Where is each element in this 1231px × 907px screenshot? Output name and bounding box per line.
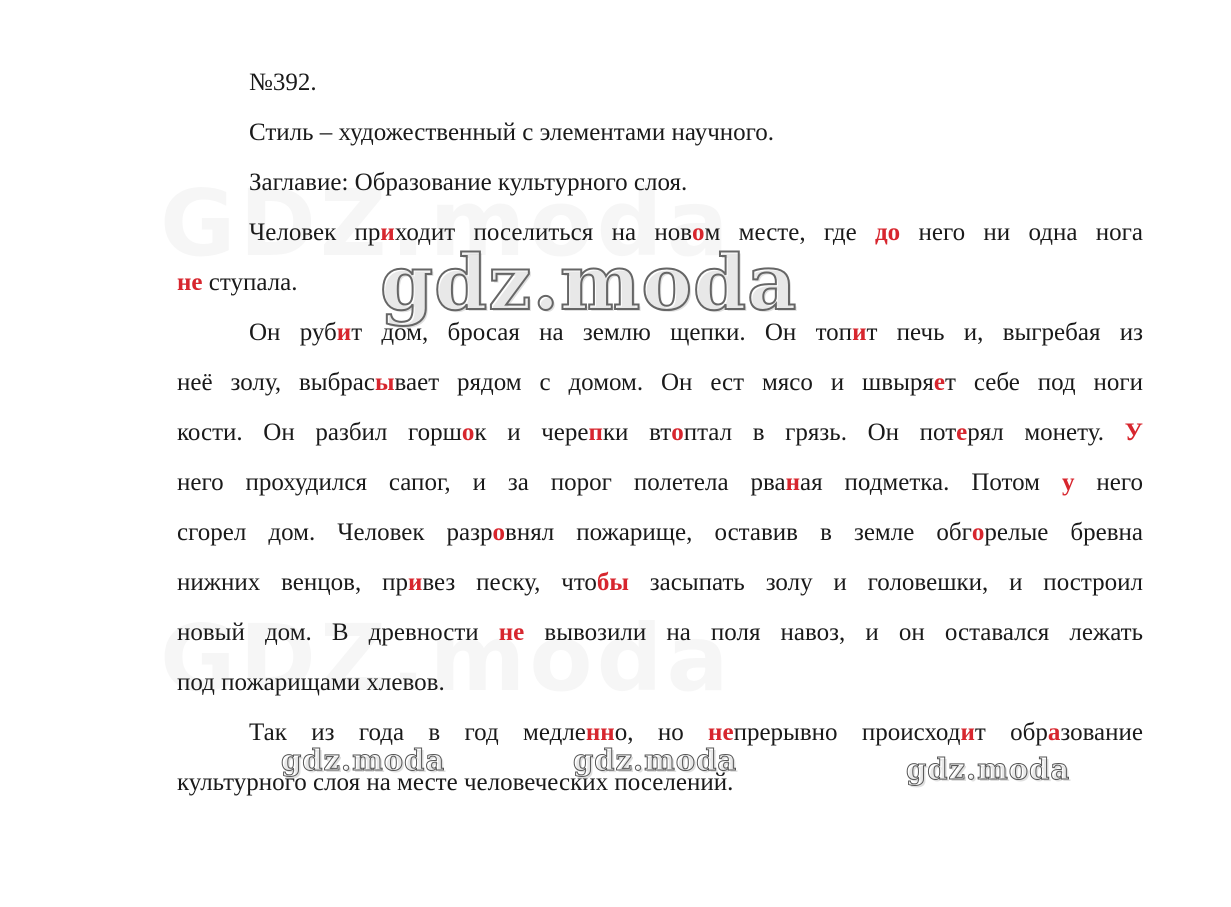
text-segment: т дом, бросая на землю щепки. Он топ xyxy=(351,319,853,346)
highlighted-letters: У xyxy=(1124,419,1143,446)
watermark-bottom-left: gdz.moda xyxy=(281,743,446,777)
highlighted-letters: о xyxy=(971,519,985,546)
text-segment: о, но xyxy=(614,719,709,746)
text-segment: зование xyxy=(1060,719,1143,746)
text-segment: прерывно происход xyxy=(733,719,961,746)
highlighted-letters: и xyxy=(960,719,975,746)
highlighted-letters: и xyxy=(852,319,867,346)
highlighted-letters: не xyxy=(498,619,525,646)
highlighted-letters: ы xyxy=(375,369,395,396)
highlighted-letters: е xyxy=(933,369,946,396)
text-segment: ки вт xyxy=(602,419,672,446)
text-segment: релые бревна xyxy=(984,519,1144,546)
highlighted-letters: до xyxy=(875,219,901,246)
highlighted-letters: бы xyxy=(596,569,629,596)
text-segment: новый дом. В древности xyxy=(177,619,499,646)
text-line-2 xyxy=(177,268,297,298)
highlighted-letters: о xyxy=(671,419,684,446)
watermark-bottom-center: gdz.moda xyxy=(573,743,738,777)
text-segment: Он руб xyxy=(249,319,337,346)
highlighted-letters: не xyxy=(177,269,203,296)
highlighted-letters: и xyxy=(407,569,423,596)
text-segment: к и чере xyxy=(474,419,589,446)
watermark-bottom-right: gdz.moda xyxy=(906,752,1071,786)
text-segment: птал в грязь. Он пот xyxy=(683,419,957,446)
text-segment: кости. Он разбил горш xyxy=(177,419,462,446)
highlighted-letters: о xyxy=(492,519,506,546)
text-segment: вает рядом с домом. Он ест мясо и швыря xyxy=(394,369,934,396)
text-segment: рял монету. xyxy=(967,419,1125,446)
text-line-5 xyxy=(177,418,1143,448)
highlighted-letters: а xyxy=(1047,719,1061,746)
title-line: Заглавие: Образование культурного слоя. xyxy=(249,169,688,196)
text-line-8 xyxy=(177,568,1143,598)
text-line-9 xyxy=(177,618,1143,648)
text-line-4 xyxy=(177,368,1143,398)
text-segment: внял пожарище, оставив в земле обг xyxy=(505,519,972,546)
exercise-number: №392. xyxy=(249,69,317,96)
highlighted-letters: н xyxy=(785,469,801,496)
text-segment: м месте, где xyxy=(704,219,876,246)
highlighted-letters: у xyxy=(1061,469,1075,496)
highlighted-letters: и xyxy=(380,219,395,246)
text-segment: неё золу, выбрас xyxy=(177,369,375,396)
text-segment: под пожарищами хлевов. xyxy=(177,669,445,696)
highlighted-letters: е xyxy=(956,419,968,446)
text-segment: вывозили на поля навоз, и он оставался лежать xyxy=(524,619,1143,646)
text-segment: засыпать золу и головешки, и построил xyxy=(628,569,1143,596)
highlighted-letters: о xyxy=(461,419,475,446)
text-line-10 xyxy=(177,668,445,698)
highlighted-letters: нн xyxy=(585,719,615,746)
text-segment: Так из года в год медле xyxy=(249,719,586,746)
text-segment: т печь и, выгребая из xyxy=(866,319,1143,346)
highlighted-letters: о xyxy=(692,219,705,246)
text-segment: сгорел дом. Человек разр xyxy=(177,519,493,546)
text-segment: нижних венцов, пр xyxy=(177,569,408,596)
text-segment: него xyxy=(1074,469,1144,496)
text-segment: него ни одна нога xyxy=(900,219,1143,246)
text-segment: вез песку, что xyxy=(422,569,597,596)
text-segment: ая подметка. Потом xyxy=(800,469,1062,496)
text-line-6 xyxy=(177,468,1143,498)
text-segment: Человек пр xyxy=(249,219,381,246)
text-line-7 xyxy=(177,518,1143,548)
highlighted-letters: не xyxy=(708,719,734,746)
style-line: Стиль – художественный с элементами научного. xyxy=(249,119,775,146)
highlighted-letters: и xyxy=(336,319,352,346)
text-segment: ступала. xyxy=(202,269,298,296)
watermark-main: gdz.moda xyxy=(380,238,798,327)
highlighted-letters: п xyxy=(588,419,603,446)
text-segment: культурного слоя на месте человеческих поселений. xyxy=(177,769,734,796)
text-segment: него прохудился сапог, и за порог полетела рва xyxy=(177,469,786,496)
text-segment: т себе под ноги xyxy=(945,369,1143,396)
text-segment: т обр xyxy=(974,719,1048,746)
text-segment: ходит поселиться на нов xyxy=(394,219,693,246)
